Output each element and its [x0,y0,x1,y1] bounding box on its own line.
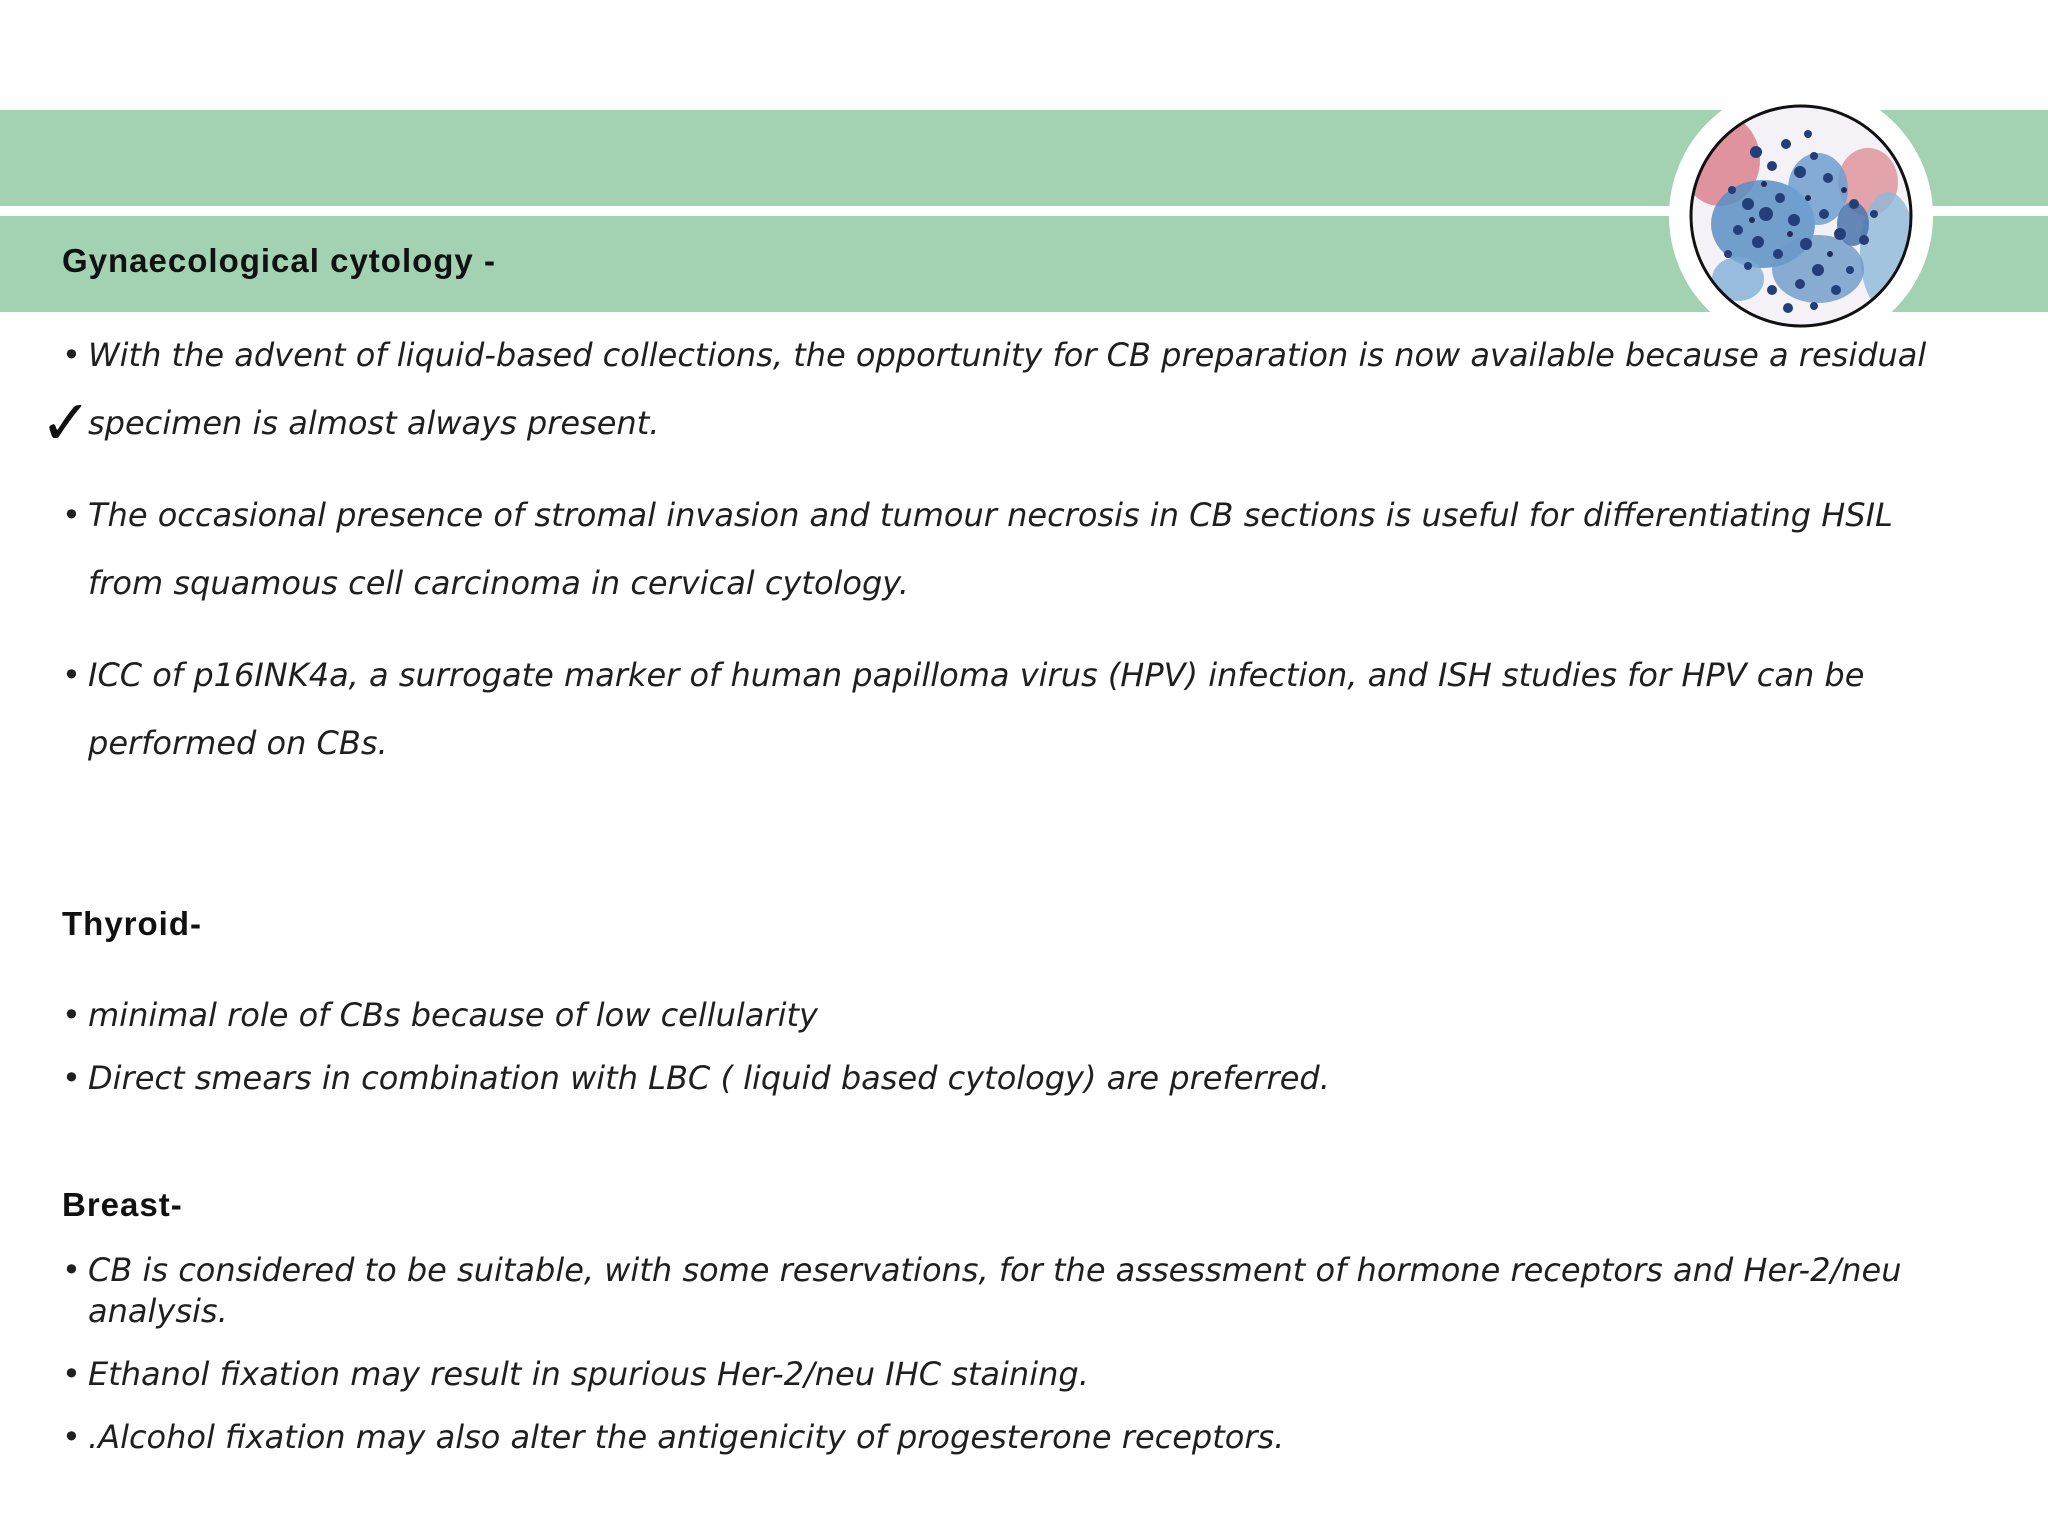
bullet-text: Direct smears in combination with LBC ( liquid based cytology) are preferred. [88,1059,1330,1097]
bullet-icon: • [62,996,81,1034]
bullet-text: minimal role of CBs because of low cellularity [88,996,818,1034]
list-item [62,1417,1962,1458]
bullet-icon: • [62,656,81,694]
section-title-gynaecological: Gynaecological cytology - [62,242,496,279]
bullet-icon: • [62,1355,81,1393]
bullet-text: With the advent of liquid-based collections, the opportunity for CB preparation is now available because a residual specimen is almost always present. [88,336,1927,442]
gynaecological-bullet-list [62,321,1962,801]
list-item [62,481,1962,617]
list-item [62,321,1962,457]
bullet-icon: • [62,336,81,374]
thyroid-bullet-list [62,993,1962,1119]
bullet-text: The occasional presence of stromal invasion and tumour necrosis in CB sections is useful for differentiating HSIL from squamous cell carcinoma in cervical cytology. [88,496,1893,602]
list-item [62,993,1962,1037]
breast-bullet-list [62,1250,1962,1480]
list-item [62,641,1962,777]
bullet-icon: • [62,1418,81,1456]
section-title-thyroid: Thyroid- [62,905,202,942]
bullet-text: ICC of p16INK4a, a surrogate marker of human papilloma virus (HPV) infection, and ISH studies for HPV can be performed on CBs. [88,656,1865,762]
bullet-icon: • [62,1251,81,1289]
bullet-icon: • [62,496,81,534]
list-item [62,1354,1962,1395]
checkmark-icon: ✓ [40,386,92,459]
bullet-icon: • [62,1059,81,1097]
list-item [62,1250,1962,1332]
bullet-text: CB is considered to be suitable, with some reservations, for the assessment of hormone receptors and Her-2/neu analysis. [88,1251,1902,1330]
list-item [62,1056,1962,1100]
bullet-text: .Alcohol fixation may also alter the antigenicity of progesterone receptors. [88,1418,1285,1456]
section-title-breast: Breast- [62,1186,183,1223]
bullet-text: Ethanol fixation may result in spurious Her-2/neu IHC staining. [88,1355,1089,1393]
